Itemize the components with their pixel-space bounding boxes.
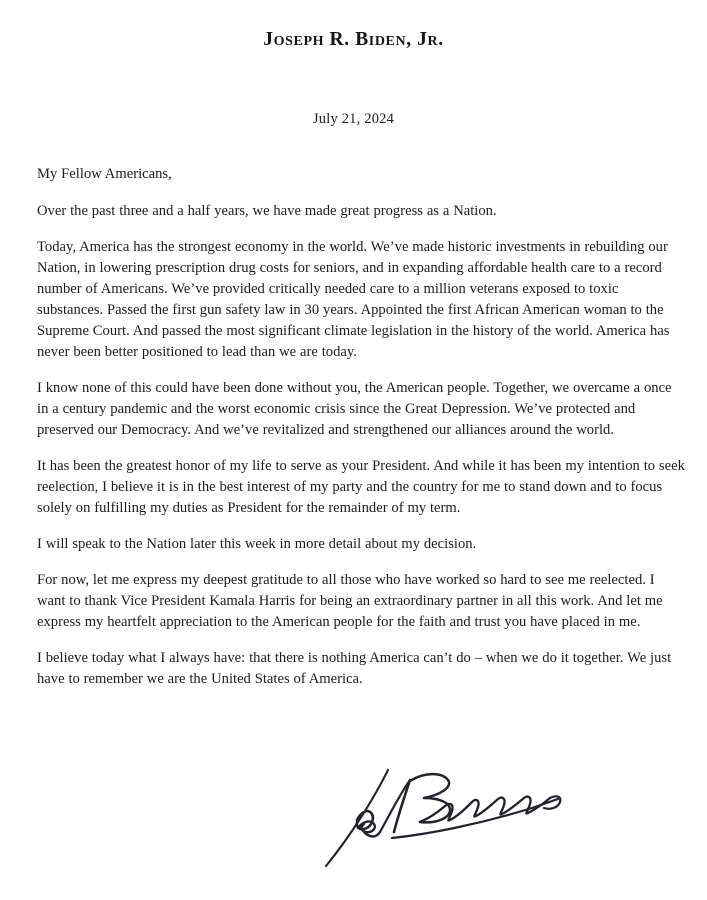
letterhead-name: Joseph R. Biden, Jr. [263, 29, 444, 50]
letterhead [0, 30, 707, 50]
signature-mark [300, 756, 600, 886]
paragraph: Today, America has the strongest economy in the world. We’ve made historic investments in rebuilding our Nation, in lowering prescription drug costs for seniors, and in expanding affordable health care to a record number of Americans. We’ve provided critically needed care to a million veterans exposed to toxic substances. Passed the first gun safety law in 30 years. Appointed the first African American woman to the Supreme Court. And passed the most significant climate legislation in the history of the world. America has never been better positioned to lead than we are today. [37, 239, 670, 360]
paragraph: I know none of this could have been done without you, the American people. Together, we overcame a once in a century pandemic and the worst economic crisis since the Great Depression. We’ve protected and preserved our Democracy. And we’ve revitalized and strengthened our alliances around the world. [37, 380, 672, 438]
paragraph: It has been the greatest honor of my life to serve as your President. And while it has been my intention to seek reelection, I believe it is in the best interest of my party and the country for me to stand down and to focus solely on fulfilling my duties as President for the remainder of my term. [37, 458, 685, 516]
signature [300, 756, 600, 886]
letter-body [37, 164, 685, 690]
letter-date: July 21, 2024 [312, 111, 395, 127]
paragraph: I believe today what I always have: that there is nothing America can’t do – when we do it together. We just have to remember we are the United States of America. [37, 650, 672, 687]
paragraph: I will speak to the Nation later this week in more detail about my decision. [37, 536, 477, 552]
salutation: My Fellow Americans, [37, 166, 172, 182]
paragraph: Over the past three and a half years, we have made great progress as a Nation. [37, 203, 497, 219]
paragraph: For now, let me express my deepest gratitude to all those who have worked so hard to see me reelected. I want to thank Vice President Kamala Harris for being an extraordinary partner in all this work. And let me express my heartfelt appreciation to the American people for the faith and trust you have placed in me. [37, 572, 663, 630]
